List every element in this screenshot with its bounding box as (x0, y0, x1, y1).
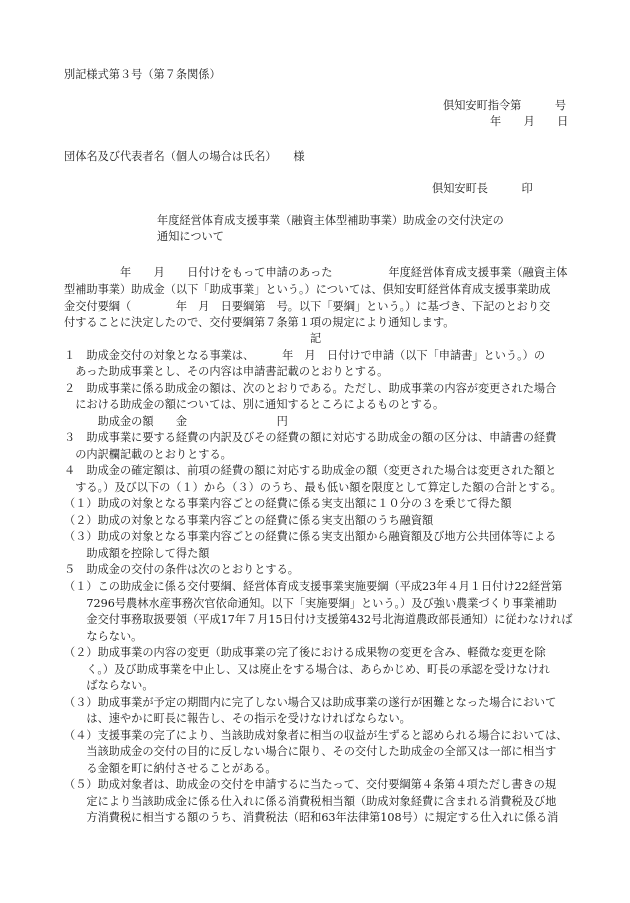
body-line: （３）助成の対象となる事業内容ごとの経費に係る実支出額から融資額及び地方公共団体等による (64, 530, 557, 543)
body-line: 方消費税に相当する額のうち、消費税法（昭和63年法律第108号）に規定する仕入れに係る消 (64, 811, 559, 824)
body-line: （４）支援事業の完了により、当該助成対象者に相当の収益が生ずると認められる場合においては、 (64, 729, 568, 742)
form-label: 別記様式第３号（第７条関係） (64, 68, 221, 81)
body-line: 7296号農林水産事務次官依命通知。以下「実施要綱」という。）及び強い農業づくり事業補助 (64, 597, 557, 610)
intro-line: 金交付要綱（ 年 月 日要綱第 号。以下「要綱」という。）に基づき、下記のとおり交 (64, 300, 551, 313)
issuer-line: 倶知安町長 印 (432, 182, 533, 195)
body-line: （２）助成事業の内容の変更（助成事業の完了後における成果物の変更を含み、軽微な変更を除 (64, 646, 546, 659)
body-line: 助成金の額 金 円 (64, 415, 288, 428)
body-line: における助成金の額については、別に通知するところによるものとする。 (64, 398, 445, 411)
body-line: ４ 助成金の確定額は、前項の経費の額に対応する助成金の額（変更された場合は変更された額と (64, 464, 557, 477)
body-line: は、速やかに町長に報告し、その指示を受けなければならない。 (64, 712, 411, 725)
body-line: ３ 助成事業に要する経費の内訳及びその経費の額に対応する助成金の額の区分は、申請書の経費 (64, 431, 557, 444)
body-line: （２）助成の対象となる事業内容ごとの経費に係る実支出額のうち融資額 (64, 514, 434, 527)
body-line: （５）助成対象者は、助成金の交付を申請するに当たって、交付要綱第４条第４項ただし書きの規 (64, 778, 557, 791)
document-date: 年 月 日 (490, 115, 569, 128)
intro-line: 型補助事業）助成金（以下「助成事業」という。）については、倶知安町経営体育成支援事業助成 (64, 283, 551, 296)
body-line: く。）及び助成事業を中止し、又は廃止をする場合は、あらかじめ、町長の承認を受けなけれ (64, 663, 550, 676)
body-line: （１）助成の対象となる事業内容ごとの経費に係る実支出額に１０分の３を乗じて得た額 (64, 497, 512, 510)
body-line: 金交付事務取扱要領（平成17年７月15日付け支援第432号北海道農政部長通知）に従わなければ (64, 613, 573, 626)
body-line: する。）及び以下の（１）から（３）のうち、最も低い額を限度として算定した額の合計とする。 (64, 481, 562, 494)
body-line: 定により当該助成金に係る仕入れに係る消費税相当額（助成対象経費に含まれる消費税及び地 (64, 795, 557, 808)
body-line: の内訳欄記載のとおりとする。 (64, 448, 232, 461)
body-line: 助成額を控除して得た額 (64, 547, 210, 560)
body-line: る金額を町に納付させることがある。 (64, 762, 277, 775)
body-line: ばならない。 (64, 679, 154, 692)
body-line: 当該助成金の交付の目的に反しない場合に限り、その交付した助成金の全部又は一部に相当す (64, 745, 557, 758)
title-line: 通知について (157, 230, 224, 243)
body-line: ５ 助成金の交付の条件は次のとおりとする。 (64, 563, 299, 576)
body-line: （３）助成事業が予定の期間内に完了しない場合又は助成事業の遂行が困難となった場合において (64, 696, 557, 709)
intro-line: 付することに決定したので、交付要綱第７条第１項の規定により通知します。 (64, 316, 455, 329)
body-line: ならない。 (64, 630, 143, 643)
body-line: ２ 助成事業に係る助成金の額は、次のとおりである。ただし、助成事業の内容が変更された場合 (64, 382, 557, 395)
body-line: １ 助成金交付の対象となる事業は、 年 月 日付けで申請（以下「申請書」という。）の (64, 349, 546, 362)
intro-line: 年 月 日付けをもって申請のあった 年度経営体育成支援事業（融資主体 (120, 266, 568, 279)
ki-heading: 記 (310, 332, 322, 345)
recipient-line: 団体名及び代表者名（個人の場合は氏名） 様 (64, 150, 305, 163)
title-line: 年度経営体育成支援事業（融資主体型補助事業）助成金の交付決定の (157, 214, 504, 227)
document-number: 倶知安町指令第 号 (443, 99, 567, 112)
body-line: （１）この助成金に係る交付要綱、経営体育成支援事業実施要綱（平成23年４月１日付け22経営第 (64, 580, 563, 593)
body-line: あった助成事業とし、その内容は申請書記載のとおりとする。 (64, 365, 389, 378)
